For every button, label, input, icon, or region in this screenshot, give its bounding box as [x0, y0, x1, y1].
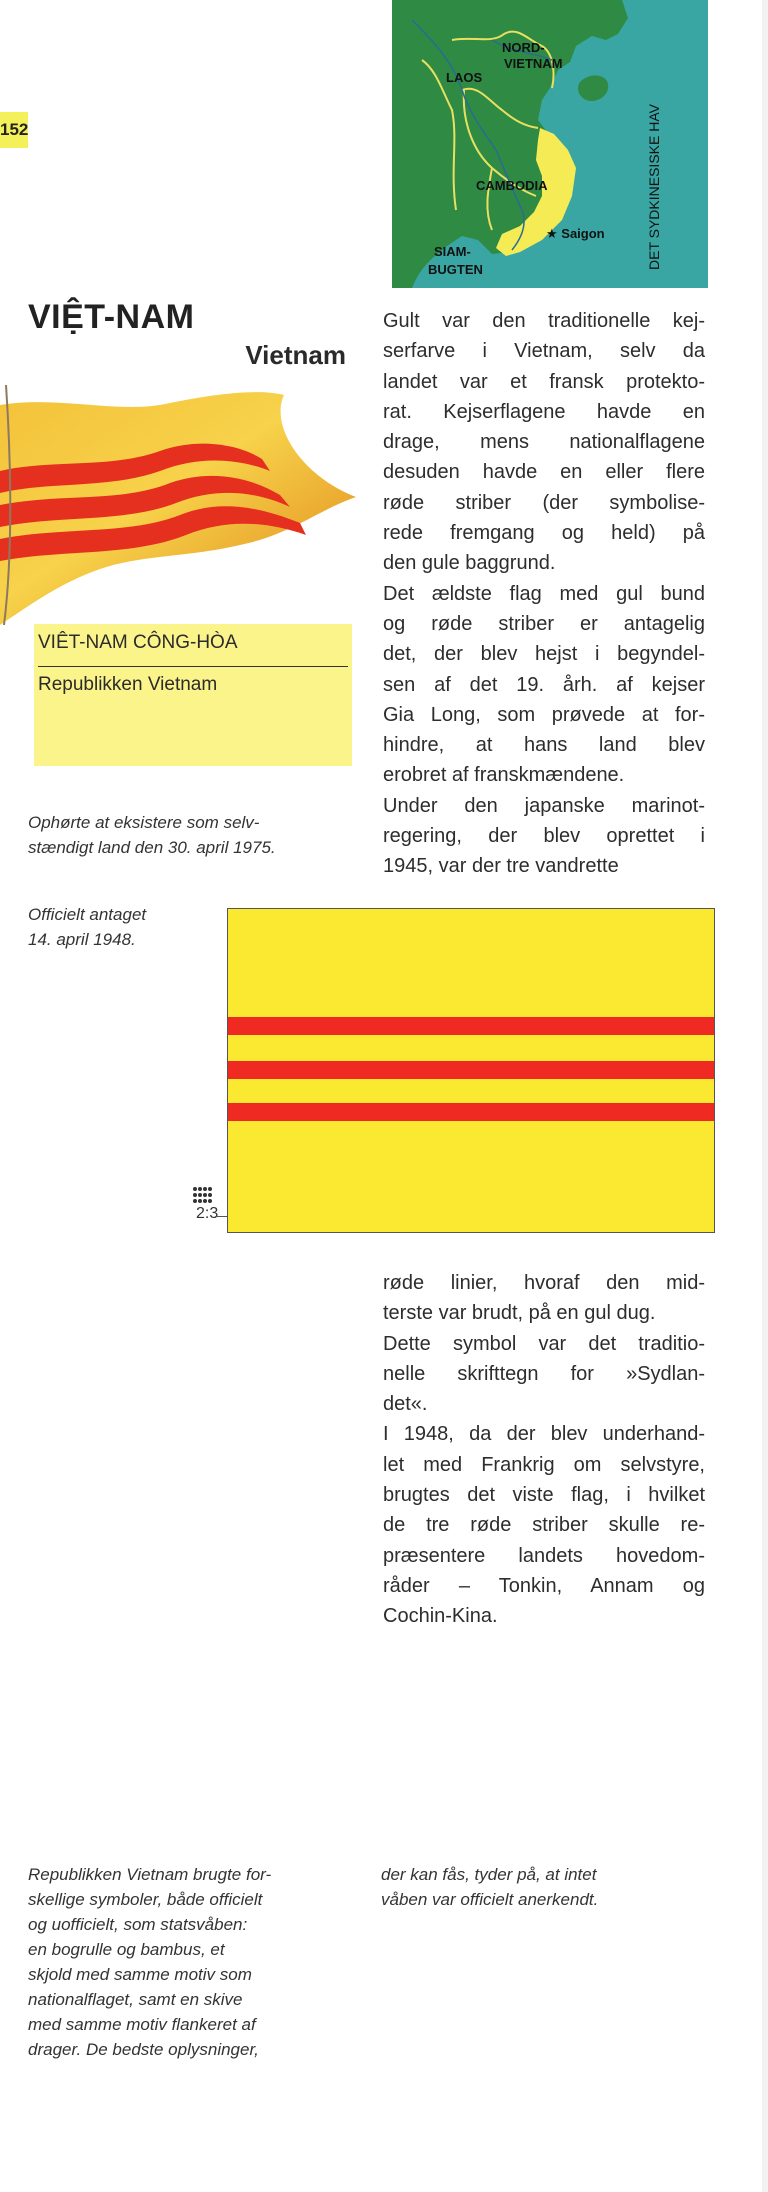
- text-line: Gia Long, som prøvede at for-: [383, 703, 705, 726]
- text-line: brugtes det viste flag, i hvilket: [383, 1484, 705, 1507]
- text-line: Republikken Vietnam brugte for-: [28, 1865, 272, 1884]
- official-name-box: [34, 624, 352, 766]
- text-line: og røde striber er antagelig: [383, 612, 705, 635]
- text-line: serfarve i Vietnam, selv da: [383, 340, 705, 363]
- ceased-note-line1: Ophørte at eksistere som selv-: [28, 813, 260, 832]
- flag-stripe-bottom: [228, 1103, 714, 1121]
- text-line: landet var et fransk protekto-: [383, 370, 705, 393]
- adopted-note: [28, 902, 228, 952]
- text-line: rat. Kejserflagene havde en: [383, 400, 705, 423]
- official-name-danish: Republikken Vietnam: [38, 674, 218, 695]
- text-line: det«.: [383, 1393, 428, 1416]
- map-label-sea: DET SYDKINESISKE HAV: [646, 104, 662, 270]
- flag-ratio: 2:3: [196, 1205, 219, 1222]
- map-label-vietnam: VIETNAM: [504, 56, 563, 71]
- flag-image: [227, 908, 715, 1233]
- map-label-siam: SIAM-: [434, 244, 471, 259]
- text-line: Dette symbol var det traditio-: [383, 1332, 705, 1355]
- text-line: hindre, at hans land blev: [383, 734, 705, 757]
- text-line: let med Frankrig om selvstyre,: [383, 1453, 705, 1476]
- text-line: Det ældste flag med gul bund: [383, 582, 705, 605]
- text-line: drage, mens nationalflagene: [383, 431, 705, 454]
- text-line: og uofficielt, som statsvåben:: [28, 1915, 248, 1934]
- text-line: sen af det 19. årh. af kejser: [383, 673, 705, 696]
- body-column-top: [383, 306, 705, 882]
- text-line: regering, der blev oprettet i: [383, 825, 705, 848]
- ceased-note: [28, 810, 348, 860]
- ratio-grid-icon: [192, 1186, 214, 1204]
- map-label-bugten: BUGTEN: [428, 262, 483, 277]
- map-label-saigon: [546, 226, 605, 242]
- text-line: 1945, var der tre vandrette: [383, 855, 619, 878]
- text-line: rede fremgang og held) på: [383, 522, 705, 545]
- text-line: våben var officielt anerkendt.: [381, 1890, 599, 1909]
- text-line: skellige symboler, både officielt: [28, 1890, 263, 1909]
- adopted-note-line2: 14. april 1948.: [28, 930, 136, 949]
- map-label-saigon-text: Saigon: [561, 226, 605, 241]
- map-label-nord: NORD-: [502, 40, 545, 55]
- text-line: det, der blev hejst i begyndel-: [383, 643, 705, 666]
- body-column-bottom: [383, 1268, 705, 1632]
- official-name-local: VIÊT-NAM CÔNG-HÒA: [38, 632, 238, 653]
- text-line: drager. De bedste oplysninger,: [28, 2040, 259, 2059]
- text-line: Gult var den traditionelle kej-: [383, 310, 705, 332]
- text-line: skjold med samme motiv som: [28, 1965, 252, 1984]
- text-line: desuden havde en eller flere: [383, 461, 705, 484]
- text-line: erobret af franskmændene.: [383, 764, 625, 787]
- text-line: røde linier, hvoraf den mid-: [383, 1272, 705, 1294]
- flag-stripe-middle: [228, 1061, 714, 1079]
- map-label-laos: LAOS: [446, 70, 483, 85]
- star-icon: ★: [546, 226, 558, 241]
- official-name-divider: [38, 666, 348, 667]
- map: [392, 0, 708, 288]
- flag-stripe-top: [228, 1017, 714, 1035]
- text-line: der kan fås, tyder på, at intet: [381, 1865, 597, 1884]
- waving-flag: [0, 385, 360, 625]
- footnote-right: [381, 1862, 711, 1912]
- page-number: 152: [0, 112, 28, 148]
- footnote-left: [28, 1862, 358, 2062]
- ratio-tick: [215, 1216, 227, 1217]
- adopted-note-line1: Officielt antaget: [28, 905, 147, 924]
- text-line: terste var brudt, på en gul dug.: [383, 1302, 656, 1325]
- text-line: råder – Tonkin, Annam og: [383, 1574, 705, 1597]
- map-label-cambodia: CAMBODIA: [476, 178, 548, 193]
- text-line: nelle skrifttegn for »Sydlan-: [383, 1362, 705, 1385]
- text-line: Under den japanske marinot-: [383, 794, 705, 817]
- text-line: røde striber (der symbolise-: [383, 491, 705, 514]
- country-title: VIỆT-NAM: [28, 298, 195, 336]
- text-line: den gule baggrund.: [383, 552, 556, 575]
- text-line: en bogrulle og bambus, et: [28, 1940, 225, 1959]
- text-line: nationalflaget, samt en skive: [28, 1990, 243, 2009]
- ceased-note-line2: stændigt land den 30. april 1975.: [28, 838, 276, 857]
- text-line: med samme motiv flankeret af: [28, 2015, 256, 2034]
- text-line: Cochin-Kina.: [383, 1605, 498, 1628]
- text-line: I 1948, da der blev underhand-: [383, 1423, 705, 1446]
- text-line: de tre røde striber skulle re-: [383, 1514, 705, 1537]
- page-edge: [762, 0, 768, 2192]
- text-line: præsentere landets hovedom-: [383, 1544, 705, 1567]
- waving-flag-illustration: [0, 385, 360, 625]
- country-subtitle: Vietnam: [245, 340, 346, 370]
